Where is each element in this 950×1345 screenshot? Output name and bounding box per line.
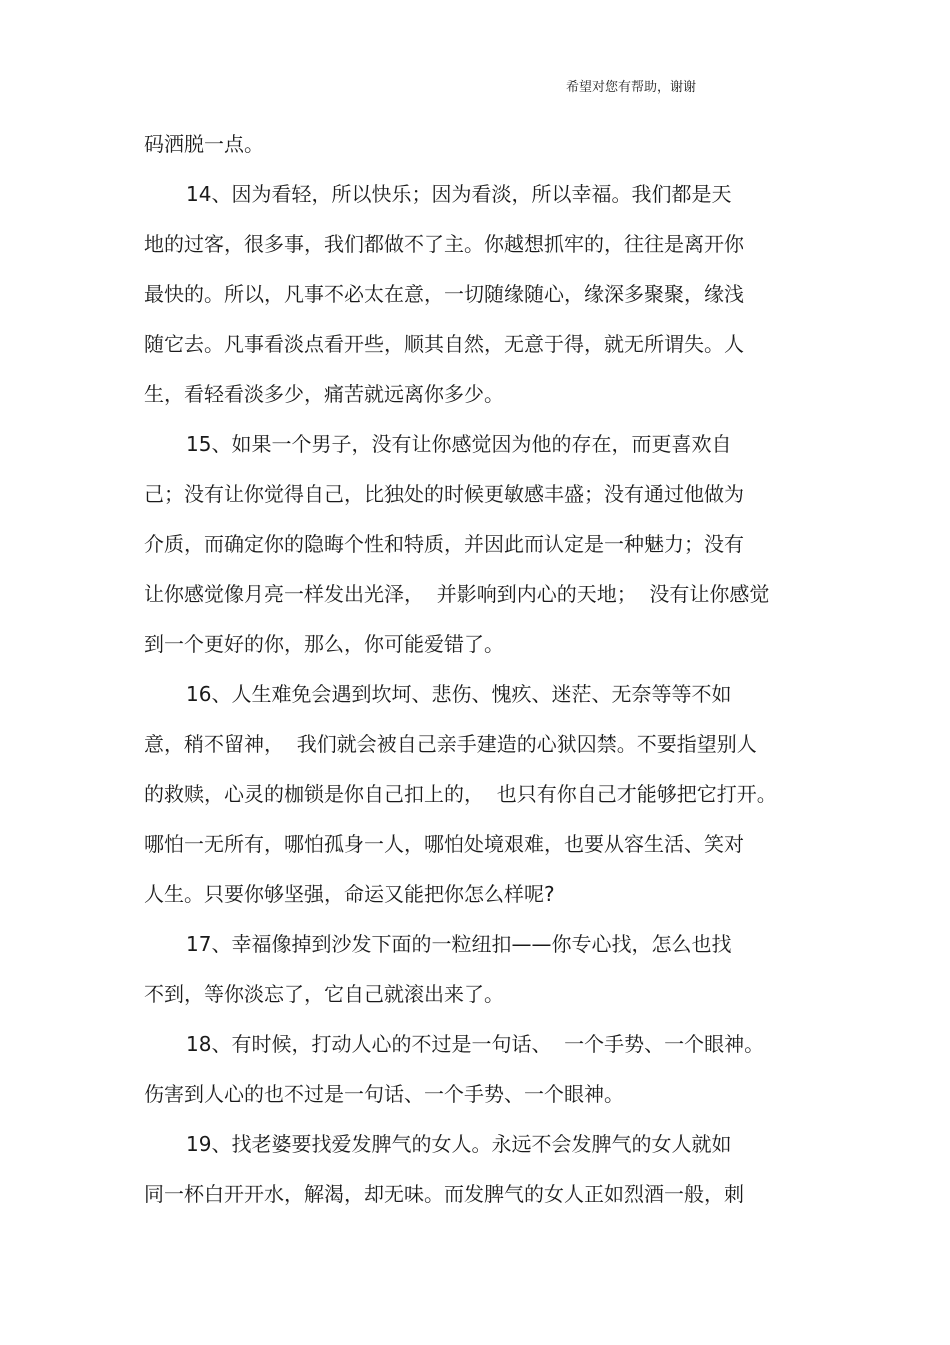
text-line: 15、如果一个男子，没有让你感觉因为他的存在，而更喜欢自 bbox=[186, 432, 732, 456]
text-line: 介质，而确定你的隐晦个性和特质，并因此而认定是一种魅力；没有 bbox=[144, 532, 744, 556]
text-line: 哪怕一无所有，哪怕孤身一人，哪怕处境艰难，也要从容生活、笑对 bbox=[144, 832, 744, 856]
text-line: 14、因为看轻，所以快乐；因为看淡，所以幸福。我们都是天 bbox=[186, 182, 732, 206]
text-line: 生，看轻看淡多少，痛苦就远离你多少。 bbox=[144, 382, 504, 406]
text-line: 意，稍不留神， 我们就会被自己亲手建造的心狱囚禁。不要指望别人 bbox=[144, 732, 757, 756]
text-line: 己；没有让你觉得自己，比独处的时候更敏感丰盛；没有通过他做为 bbox=[144, 482, 744, 506]
text-line: 18、有时候，打动人心的不过是一句话、 一个手势、一个眼神。 bbox=[186, 1032, 765, 1056]
text-line: 地的过客，很多事，我们都做不了主。你越想抓牢的，往往是离开你 bbox=[144, 232, 744, 256]
text-line: 16、人生难免会遇到坎坷、悲伤、愧疚、迷茫、无奈等等不如 bbox=[186, 682, 732, 706]
text-line: 让你感觉像月亮一样发出光泽， 并影响到内心的天地； 没有让你感觉 bbox=[144, 582, 770, 606]
text-line: 的救赎，心灵的枷锁是你自己扣上的， 也只有你自己才能够把它打开。 bbox=[144, 782, 777, 806]
text-line: 伤害到人心的也不过是一句话、一个手势、一个眼神。 bbox=[144, 1082, 624, 1106]
text-line: 码洒脱一点。 bbox=[144, 132, 264, 156]
text-line: 同一杯白开开水，解渴，却无味。而发脾气的女人正如烈酒一般，刺 bbox=[144, 1182, 744, 1206]
text-line: 17、幸福像掉到沙发下面的一粒纽扣——你专心找，怎么也找 bbox=[186, 932, 732, 956]
text-line: 人生。只要你够坚强，命运又能把你怎么样呢? bbox=[144, 882, 555, 906]
text-line: 到一个更好的你，那么，你可能爱错了。 bbox=[144, 632, 504, 656]
text-line: 最快的。所以，凡事不必太在意，一切随缘随心，缘深多聚聚，缘浅 bbox=[144, 282, 744, 306]
page-header: 希望对您有帮助，谢谢 bbox=[566, 80, 697, 95]
text-line: 不到，等你淡忘了，它自己就滚出来了。 bbox=[144, 982, 504, 1006]
text-line: 随它去。凡事看淡点看开些，顺其自然，无意于得，就无所谓失。人 bbox=[144, 332, 744, 356]
text-line: 19、找老婆要找爱发脾气的女人。永远不会发脾气的女人就如 bbox=[186, 1132, 732, 1156]
